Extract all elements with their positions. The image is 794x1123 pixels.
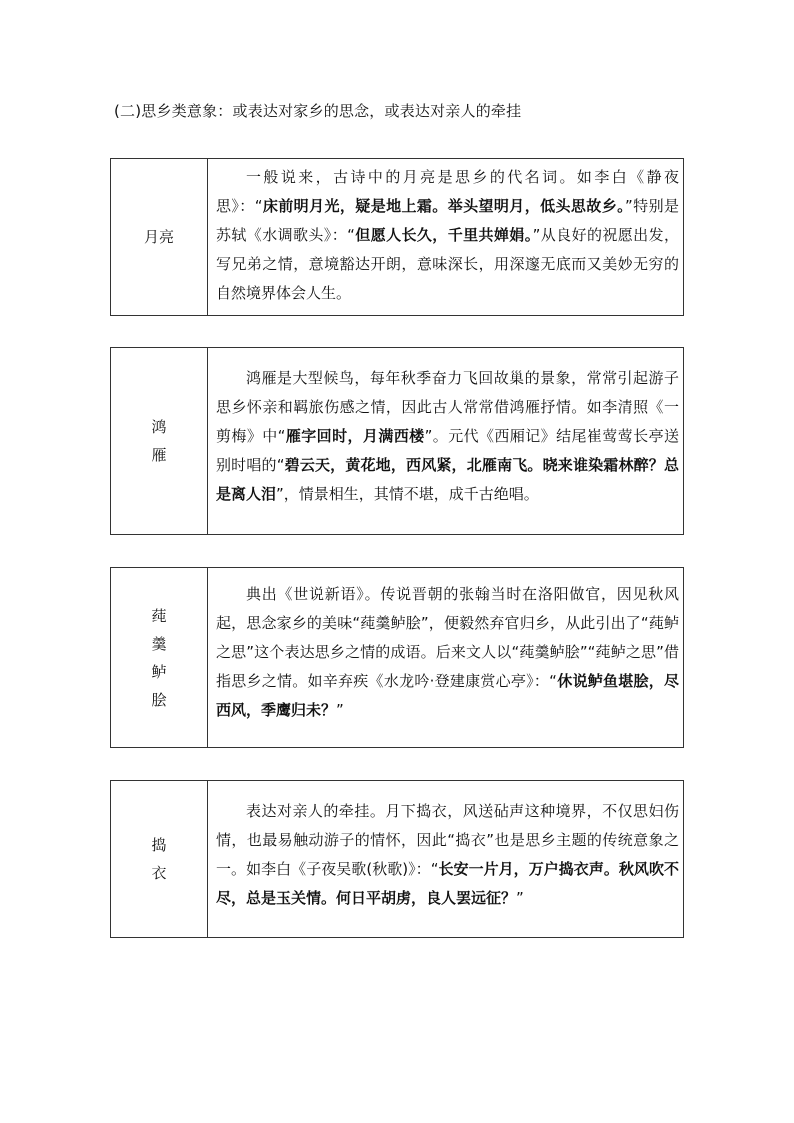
- description-text: 鸿雁是大型候鸟，每年秋季奋力飞回故巢的景象，常常引起游子思乡怀亲和羁旅伤感之情，因此古人常常借鸿雁抒情。如李清照《一剪梅》中“: [216, 369, 679, 445]
- imagery-term: [111, 348, 208, 534]
- description-text: ”从良好的祝愿出发，写兄弟之情，意境豁达开朗，意味深长，用深邃无底而又美妙无穷的自然境界体会人生。: [216, 226, 679, 302]
- imagery-term: [111, 781, 208, 937]
- description-text: 表达对亲人的牵挂。月下捣衣，风送砧声这种境界，不仅思妇伤情，也最易触动游子的情怀，因此“捣衣”也是思乡主题的传统意象之一。如李白《子夜吴歌(秋歌)》：“: [216, 802, 679, 878]
- section-title: (二)思乡类意象：或表达对家乡的思念，或表达对亲人的牵挂: [114, 102, 522, 120]
- description-text: ”，情景相生，其情不堪，成千古绝唱。: [276, 485, 539, 503]
- description-text: ”。元代《西厢记》结尾崔莺莺长亭送别时唱的“: [216, 427, 679, 474]
- imagery-card-pounding-clothes: [110, 780, 684, 938]
- term-char: 月亮: [143, 228, 174, 246]
- term-char: 衣: [151, 864, 167, 882]
- quoted-verse: 雁字回时，月满西楼: [285, 427, 425, 445]
- term-char: 捣: [151, 836, 167, 854]
- quoted-verse: 床前明月光，疑是地上霜。举头望明月，低头思故乡。: [262, 197, 626, 215]
- description-text: ”特别是苏轼《水调歌头》：“: [216, 197, 679, 244]
- imagery-description: [208, 159, 683, 315]
- description-text: ”: [336, 701, 344, 719]
- imagery-description: [208, 348, 683, 534]
- term-char: 鲈: [151, 662, 167, 681]
- imagery-card-moon: [110, 158, 684, 316]
- imagery-card-wild-goose: [110, 347, 684, 535]
- quoted-verse: 但愿人长久，千里共婵娟。: [354, 226, 533, 244]
- description-text: ”: [516, 889, 524, 907]
- quoted-verse: 休说鲈鱼堪脍，尽西风，季鹰归未？: [216, 672, 679, 719]
- imagery-card-perch: [110, 567, 684, 748]
- term-char: 鸿: [151, 418, 167, 436]
- term-char: 脍: [151, 690, 167, 709]
- description-text: 一般说来，古诗中的月亮是思乡的代名词。如李白《静夜思》：“: [216, 168, 679, 215]
- quoted-verse: 碧云天，黄花地，西风紧，北雁南飞。晓来谁染霜林醉？总是离人泪: [216, 456, 679, 503]
- term-char: 羹: [151, 634, 167, 653]
- imagery-term: [111, 159, 208, 315]
- imagery-description: [208, 781, 683, 937]
- term-char: 雁: [151, 446, 167, 464]
- description-text: 典出《世说新语》。传说晋朝的张翰当时在洛阳做官，因见秋风起，思念家乡的美味“莼羹鲈脍”，便毅然弃官归乡，从此引出了“莼鲈之思”这个表达思乡之情的成语。后来文人以“莼羹鲈脍”“莼鲈之思”借指思乡之情。如辛弃疾《水龙吟·登建康赏心亭》：“: [216, 585, 679, 690]
- imagery-description: [208, 568, 683, 747]
- term-char: 莼: [151, 606, 167, 625]
- quoted-verse: 长安一片月，万户捣衣声。秋风吹不尽，总是玉关情。何日平胡虏，良人罢远征？: [216, 860, 679, 907]
- imagery-term: [111, 568, 208, 747]
